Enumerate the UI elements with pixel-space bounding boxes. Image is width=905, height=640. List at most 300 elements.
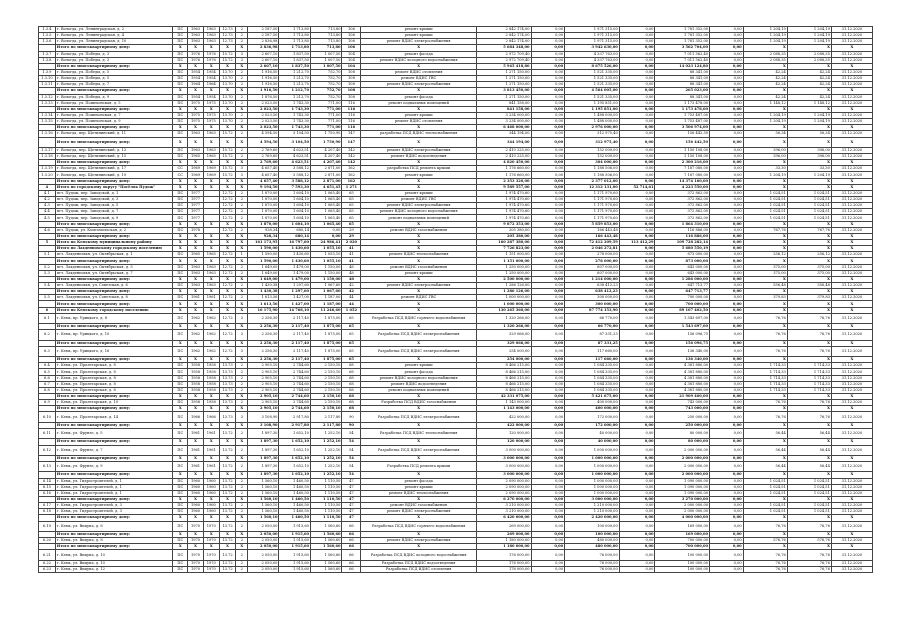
table-cell: 76,76 — [787, 521, 831, 531]
table-cell: 66 — [342, 531, 361, 537]
table-cell: 1 430,60 — [279, 246, 311, 252]
table-cell: 1 897,30 — [247, 455, 279, 461]
table-cell: 1 915,60 — [279, 531, 311, 537]
table-cell: 1 024,51 — [787, 509, 831, 515]
table-cell: 0,00 — [619, 538, 655, 544]
table-cell: 928,34 — [247, 227, 279, 233]
table-cell: 31.12.2020 — [831, 252, 872, 258]
table-cell: 1970 — [188, 538, 204, 544]
table-cell: 3 942 630,00 — [565, 45, 620, 51]
program-table-body — [39, 27, 873, 573]
table-cell: 47 — [342, 484, 361, 490]
work-type-cell: ремонт подвальных помещений — [361, 387, 477, 393]
address-cell: г. Кемь, ул. Вицупа, д. 10 — [55, 560, 173, 566]
table-cell: 0,00 — [619, 76, 655, 82]
table-cell: 1960 — [188, 484, 204, 490]
table-cell: 31.12.2020 — [831, 375, 872, 381]
table-cell: 1 543 697,00 — [655, 324, 710, 330]
table-cell: 0,00 — [710, 94, 744, 100]
table-cell: 607 000,00 — [565, 264, 620, 270]
table-cell: 1 604,10 — [279, 203, 311, 209]
table-cell: 1 252,10 — [310, 472, 342, 478]
address-cell: г. Вологда, ул. Пошехонская, д. 5 — [55, 100, 173, 106]
table-cell: 1 460,50 — [279, 515, 311, 521]
table-cell: 1 915,60 — [279, 566, 311, 572]
table-cell: 3 270 000,00 — [655, 496, 710, 502]
table-cell: X — [743, 531, 787, 537]
table-cell: 1 171 970,60 — [565, 197, 620, 203]
table-cell: 1960 — [203, 503, 219, 509]
table-cell: 1 171 970,60 — [565, 209, 620, 215]
table-cell: ПС — [173, 94, 188, 100]
table-cell: 31.12.2020 — [831, 154, 872, 160]
table-cell: 2 500 000,00 — [476, 276, 531, 282]
table-cell: 21 909 400,00 — [655, 394, 710, 400]
table-cell: 0,00 — [710, 184, 744, 190]
table-cell: X — [787, 357, 831, 363]
table-cell: 8 466 215,00 — [476, 369, 531, 375]
table-cell: 1 430,38 — [247, 283, 279, 289]
table-cell: 0,00 — [619, 190, 655, 196]
table-cell: X — [831, 515, 872, 521]
table-cell: 1 212,70 — [279, 94, 311, 100]
table-cell: 4 651,45 — [310, 184, 342, 190]
table-cell: 7 187 080,00 — [655, 172, 710, 178]
table-cell: X — [219, 406, 236, 412]
table-cell: 68 — [342, 406, 361, 412]
table-cell: X — [787, 221, 831, 227]
table-cell: 6 468 000,00 — [476, 125, 531, 131]
work-type-cell: X — [361, 258, 477, 264]
table-cell: 1.3.19 — [39, 166, 56, 172]
address-cell: Итого по многоквартирному дому: — [55, 301, 173, 307]
table-cell: 5 945 418,80 — [476, 63, 531, 69]
table-cell: 117 660,00 — [565, 346, 620, 356]
table-cell: 0,00 — [710, 227, 744, 233]
table-cell: X — [219, 340, 236, 346]
table-cell: X — [787, 137, 831, 147]
table-cell: 1 560,60 — [310, 560, 342, 566]
table-cell: X — [787, 394, 831, 400]
table-cell: 12.72 — [219, 215, 236, 221]
table-cell: 1 171 970,60 — [565, 203, 620, 209]
program-table-sheet — [38, 26, 873, 573]
table-cell: X — [188, 422, 204, 428]
table-cell: 2 — [236, 270, 248, 276]
table-cell: X — [743, 246, 787, 252]
table-cell: 1 753 487,00 — [655, 112, 710, 118]
table-cell: 116 — [342, 106, 361, 112]
table-cell: 1 110,50 — [310, 484, 342, 490]
table-cell: X — [743, 258, 787, 264]
table-cell: 65 — [342, 330, 361, 340]
table-cell: 0,00 — [531, 295, 565, 301]
table-cell: 1960 — [188, 503, 204, 509]
table-cell: 1 870,00 — [247, 209, 279, 215]
table-cell: 13.72 — [219, 462, 236, 472]
table-cell: 2 607,10 — [247, 51, 279, 57]
table-cell: 771,00 — [310, 100, 342, 106]
work-type-cell: X — [361, 301, 477, 307]
table-cell: 1970 — [188, 550, 204, 560]
table-cell: 396,00 — [787, 147, 831, 153]
table-cell: 0,00 — [710, 422, 744, 428]
table-cell: 0,00 — [619, 289, 655, 295]
table-cell: 6 270 000,00 — [476, 496, 531, 502]
table-cell: 56,44 — [743, 445, 787, 455]
table-cell: X — [173, 63, 188, 69]
table-cell: 0,00 — [619, 307, 655, 313]
table-cell: 156 442,50 — [655, 137, 710, 147]
table-cell: X — [173, 357, 188, 363]
work-type-cell: ремонт ВДИС электроснабжения — [361, 82, 477, 88]
address-cell: г. Кемь, ул. Вицупа, д. 12 — [55, 566, 173, 572]
table-cell: 0,00 — [710, 147, 744, 153]
table-cell: X — [219, 496, 236, 502]
table-cell: 0,00 — [619, 119, 655, 125]
table-cell: 2 871,00 — [310, 166, 342, 172]
table-cell: 1969 — [203, 172, 219, 178]
table-cell: X — [173, 184, 188, 190]
table-cell: 752,70 — [310, 94, 342, 100]
table-cell: 31.12.2020 — [831, 503, 872, 509]
table-cell: 1 286 126,00 — [476, 283, 531, 289]
table-cell: 1 590,00 — [247, 258, 279, 264]
table-cell: X — [787, 233, 831, 239]
address-cell: пгт. Пудож, ул. Комсомольская, д. 2 — [55, 227, 173, 233]
table-cell: 0,00 — [710, 538, 744, 544]
table-cell: X — [203, 137, 219, 147]
table-cell: X — [188, 455, 204, 461]
table-cell: 31.12.2020 — [831, 27, 872, 33]
table-cell: 1960 — [203, 478, 219, 484]
table-cell: 396,00 — [787, 154, 831, 160]
table-cell: 13.70 — [219, 76, 236, 82]
table-row — [39, 346, 873, 356]
table-cell: 1960 — [203, 484, 219, 490]
table-cell: X — [219, 394, 236, 400]
table-cell: 1 430,38 — [247, 289, 279, 295]
table-cell: 41 — [342, 258, 361, 264]
table-cell: 1 971 315,00 — [565, 27, 620, 33]
table-cell: 873 000,00 — [655, 258, 710, 264]
address-cell: г. Вологда, пер. Щетининский, д. 13 — [55, 147, 173, 153]
address-cell: г. Вологда, ул. Ленинградская, д. 10 — [55, 39, 173, 45]
table-cell: 1 150,00 — [310, 264, 342, 270]
table-cell: 0,00 — [531, 184, 565, 190]
table-cell: 2 — [236, 560, 248, 566]
address-cell: г. Вологда, ул. Победы, д. 3 — [55, 57, 173, 63]
table-cell: X — [743, 324, 787, 330]
table-cell: X — [203, 276, 219, 282]
table-cell: X — [173, 531, 188, 537]
table-cell: 1.3.8 — [39, 57, 56, 63]
table-cell: 1 590,00 — [247, 252, 279, 258]
table-cell: 1 176 660,00 — [476, 172, 531, 178]
table-cell: 0,00 — [531, 472, 565, 478]
table-cell: 4.6 — [39, 227, 56, 233]
table-cell: X — [787, 307, 831, 313]
table-cell: 0,00 — [710, 209, 744, 215]
table-cell: 2 905,10 — [247, 400, 279, 406]
table-cell: ПС — [173, 490, 188, 496]
table-cell: 2 046 272,81 — [565, 246, 620, 252]
table-cell: X — [743, 394, 787, 400]
table-cell: 0,00 — [531, 119, 565, 125]
table-cell: X — [203, 258, 219, 264]
table-cell: 0,00 — [710, 160, 744, 166]
address-cell: Итого по многоквартирному дому: — [55, 406, 173, 412]
table-cell: 2 — [236, 478, 248, 484]
table-cell: 13.72 — [219, 478, 236, 484]
table-cell: 0,00 — [619, 455, 655, 461]
table-cell: 162 — [342, 166, 361, 172]
table-cell: 3 104,50 — [279, 131, 311, 137]
table-cell: 1 065,40 — [310, 209, 342, 215]
table-cell: 6.17 — [39, 503, 56, 509]
table-cell: X — [831, 406, 872, 412]
table-cell: 1977 — [188, 203, 204, 209]
table-cell: 68 — [342, 394, 361, 400]
table-cell: 2 150,10 — [310, 375, 342, 381]
table-cell: 0,00 — [710, 387, 744, 393]
table-cell: 2 117,40 — [279, 340, 311, 346]
table-cell: 0,00 — [619, 369, 655, 375]
table-cell: 1 875,00 — [310, 340, 342, 346]
table-cell: 1 000 000,00 — [565, 484, 620, 490]
table-cell: 312 975,40 — [565, 137, 620, 147]
address-cell: г. Кемь, ул. Пролетарская, д. 8 — [55, 387, 173, 393]
table-cell: X — [787, 240, 831, 246]
table-cell: X — [188, 531, 204, 537]
table-cell: 254 000,00 — [476, 357, 531, 363]
table-cell: 136 340,00 — [655, 357, 710, 363]
table-cell: 1 750,90 — [310, 137, 342, 147]
table-cell: 3 — [236, 51, 248, 57]
table-cell: 76,76 — [743, 412, 787, 422]
table-cell: 1 915,60 — [279, 550, 311, 560]
table-cell: 65 — [342, 221, 361, 227]
table-cell: 1 870,00 — [247, 221, 279, 227]
table-cell: 3 104,50 — [279, 137, 311, 147]
table-cell: 6.7 — [39, 381, 56, 387]
table-cell: 0,00 — [619, 295, 655, 301]
table-cell: 1 604,10 — [279, 197, 311, 203]
table-cell: 1965 — [188, 154, 204, 160]
table-cell: 147 — [342, 137, 361, 147]
table-cell: 0,00 — [710, 521, 744, 531]
table-cell: 1976 — [188, 57, 204, 63]
table-cell: 1 024,51 — [787, 490, 831, 496]
table-cell: X — [203, 340, 219, 346]
table-cell: X — [743, 544, 787, 550]
address-cell: г. Кемь, ул. Пролетарская, д. 8 — [55, 363, 173, 369]
table-cell: 265 023,00 — [655, 88, 710, 94]
table-cell: 278 000,00 — [565, 252, 620, 258]
table-cell: 65 — [342, 203, 361, 209]
table-cell: 4.1 — [39, 190, 56, 196]
table-row — [39, 462, 873, 472]
table-cell: 56,44 — [787, 462, 831, 472]
table-cell: 1 427,00 — [279, 295, 311, 301]
table-cell: 0,00 — [619, 363, 655, 369]
table-cell: 0,00 — [619, 39, 655, 45]
table-cell: X — [219, 258, 236, 264]
table-cell: X — [219, 357, 236, 363]
table-cell: 1 210 000,00 — [565, 509, 620, 515]
table-row — [39, 428, 873, 438]
work-type-cell: Разработка ПСД ремонта крыши — [361, 462, 477, 472]
table-cell: 1 604,10 — [279, 190, 311, 196]
table-cell: 116 — [342, 119, 361, 125]
table-cell: 76 000,00 — [565, 550, 620, 560]
table-cell: X — [236, 233, 248, 239]
table-cell: 0,00 — [531, 538, 565, 544]
table-cell: 0,00 — [710, 394, 744, 400]
table-cell: 0,00 — [619, 258, 655, 264]
table-cell: 12.72 — [219, 197, 236, 203]
table-cell: 2 023,50 — [247, 100, 279, 106]
table-cell: 0,00 — [619, 531, 655, 537]
table-cell: 1 875,00 — [310, 324, 342, 330]
table-cell: X — [219, 276, 236, 282]
table-cell: 65 — [342, 215, 361, 221]
work-type-cell: ремонт крыши — [361, 363, 477, 369]
table-cell: 680,14 — [279, 233, 311, 239]
table-cell: 113 412,29 — [619, 240, 655, 246]
table-cell: 172 000,00 — [565, 412, 620, 422]
table-cell: 1 560,60 — [310, 566, 342, 572]
table-cell: 2 — [236, 566, 248, 572]
table-cell: X — [831, 233, 872, 239]
table-cell: 0,00 — [531, 484, 565, 490]
table-cell: 76,76 — [787, 550, 831, 560]
table-cell: 0,00 — [710, 82, 744, 88]
table-row — [39, 566, 873, 572]
table-cell: X — [219, 531, 236, 537]
table-cell: X — [203, 307, 219, 313]
table-cell: X — [219, 184, 236, 190]
table-cell: X — [743, 276, 787, 282]
table-cell: 0,00 — [531, 147, 565, 153]
table-cell: 76,76 — [743, 550, 787, 560]
table-cell: X — [188, 137, 204, 147]
table-cell: 88 341,00 — [655, 94, 710, 100]
table-cell: 0,00 — [619, 51, 655, 57]
table-cell: 1964 — [203, 82, 219, 88]
table-cell: X — [188, 45, 204, 51]
table-cell: 56,44 — [787, 428, 831, 438]
table-cell: 31.12.2020 — [831, 283, 872, 289]
table-cell: 1 271 150,00 — [476, 94, 531, 100]
table-cell: 2 — [236, 264, 248, 270]
table-cell: 88 341,00 — [655, 69, 710, 75]
table-cell: 0,00 — [531, 369, 565, 375]
table-cell: 0,00 — [531, 406, 565, 412]
table-cell: 1963 — [203, 27, 219, 33]
table-cell: 2 377 012,00 — [565, 178, 620, 184]
table-cell: 0,00 — [710, 503, 744, 509]
table-cell: 6.10 — [39, 412, 56, 422]
table-cell: X — [188, 394, 204, 400]
table-cell: 68 — [342, 400, 361, 406]
table-cell: 80 000,00 — [655, 428, 710, 438]
table-cell: 76,76 — [743, 566, 787, 572]
table-cell: ПС — [173, 39, 188, 45]
table-cell: 14 023 124,80 — [655, 63, 710, 69]
table-cell: 1958 — [188, 381, 204, 387]
work-type-cell: ремонт ВДИС электроснабжения — [361, 203, 477, 209]
table-cell: X — [219, 544, 236, 550]
table-cell: 1954 — [188, 76, 204, 82]
table-cell: ПС — [173, 381, 188, 387]
table-cell: X — [173, 340, 188, 346]
table-cell: 3 588,12 — [279, 172, 311, 178]
table-cell: 0,00 — [710, 137, 744, 147]
table-cell: X — [203, 240, 219, 246]
table-cell: 0,00 — [531, 258, 565, 264]
table-cell: 3 210 000,00 — [476, 509, 531, 515]
table-cell: X — [236, 394, 248, 400]
table-cell: X — [743, 45, 787, 51]
table-cell: 1 974 470,60 — [476, 203, 531, 209]
table-cell: 2 — [236, 227, 248, 233]
table-cell: 4 657,40 — [247, 178, 279, 184]
table-cell: X — [831, 439, 872, 445]
table-cell: X — [831, 289, 872, 295]
table-cell: 771,00 — [310, 125, 342, 131]
address-cell: пгт. Пудож, пер. Заводской, д. 9 — [55, 215, 173, 221]
table-cell: 1 024,51 — [743, 209, 787, 215]
table-cell: 0,00 — [619, 412, 655, 422]
table-cell: 1 488 000,00 — [565, 119, 620, 125]
table-cell: ПС — [173, 119, 188, 125]
work-type-cell: X — [361, 289, 477, 295]
table-cell: 4 207,40 — [310, 154, 342, 160]
table-cell: 928,34 — [247, 233, 279, 239]
work-type-cell: X — [361, 276, 477, 282]
table-cell: СС — [173, 172, 188, 178]
table-cell: 1 007,50 — [310, 57, 342, 63]
table-cell: 100 000,00 — [565, 521, 620, 531]
table-cell: 0,00 — [531, 227, 565, 233]
table-cell: 161 173,95 — [247, 240, 279, 246]
table-cell: 422 000,00 — [476, 412, 531, 422]
address-cell: Итого по Кемскому городскому поселению — [55, 307, 173, 313]
table-cell: 76,76 — [787, 346, 831, 356]
table-cell: 1 210 000,00 — [565, 503, 620, 509]
table-cell: 76,76 — [787, 560, 831, 566]
work-type-cell: X — [361, 544, 477, 550]
table-cell: X — [831, 301, 872, 307]
table-cell: 1 897,30 — [247, 462, 279, 472]
table-cell: X — [236, 184, 248, 190]
work-type-cell: X — [361, 439, 477, 445]
table-cell: 1 204,19 — [787, 33, 831, 39]
table-cell: 1963 — [188, 147, 204, 153]
table-cell: 56,44 — [743, 462, 787, 472]
table-cell: 1 180 000,00 — [476, 538, 531, 544]
table-cell: X — [236, 240, 248, 246]
table-cell: 1 560,10 — [247, 515, 279, 521]
table-cell: ПС — [173, 560, 188, 566]
table-cell: 2 117,80 — [310, 412, 342, 422]
table-cell: 1970 — [203, 560, 219, 566]
table-cell: X — [219, 178, 236, 184]
table-cell: X — [743, 106, 787, 112]
table-cell: 1 024,51 — [787, 203, 831, 209]
table-cell: 2 — [236, 33, 248, 39]
